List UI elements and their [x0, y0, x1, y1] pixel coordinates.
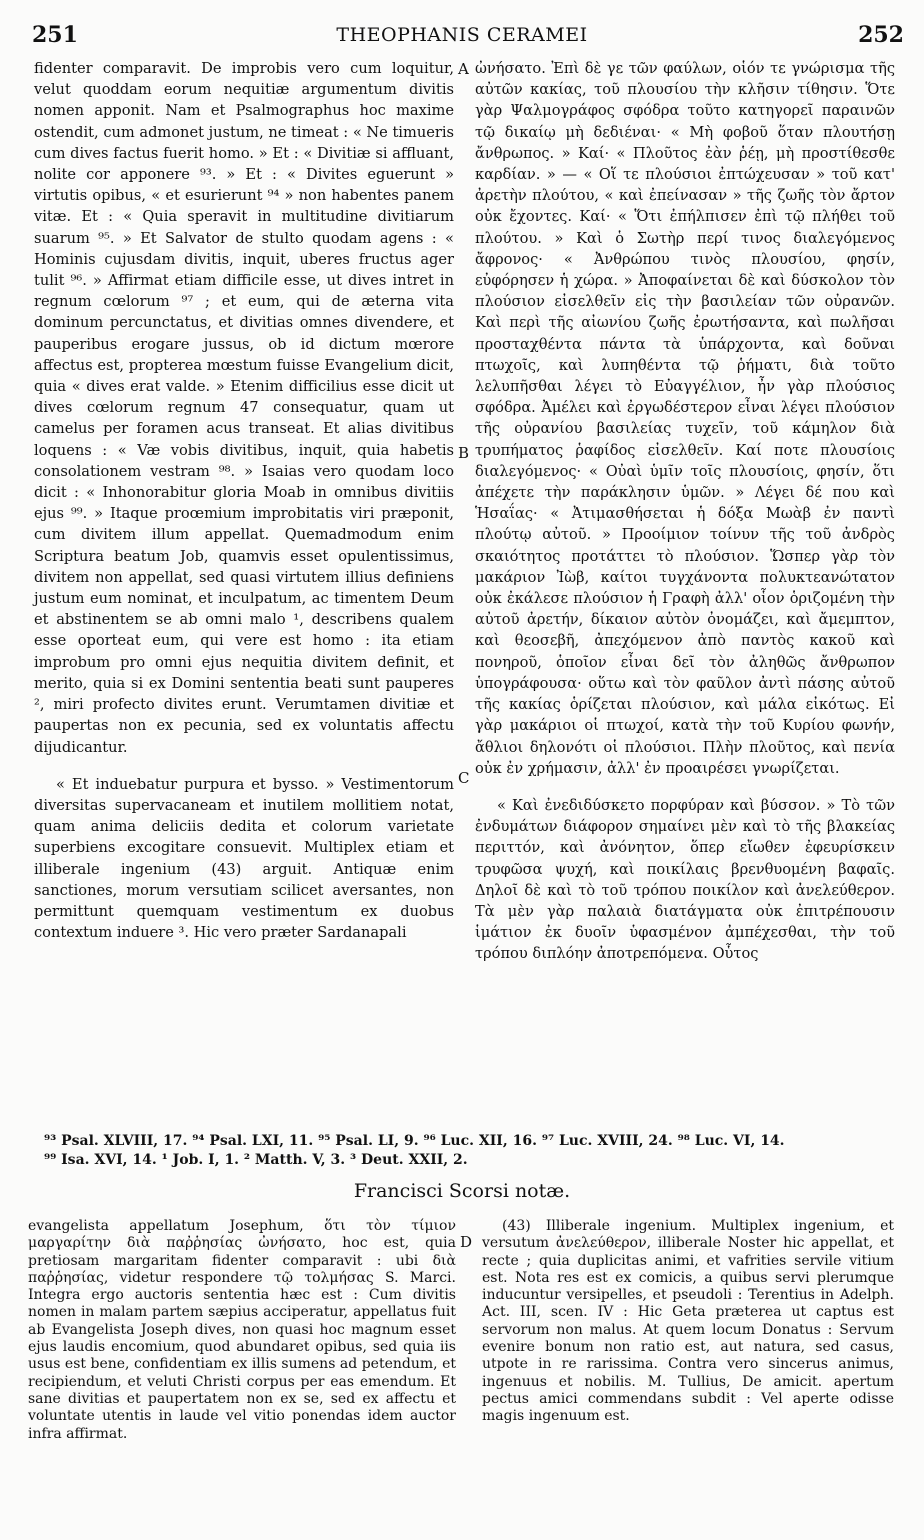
section-marker-a: A — [458, 60, 469, 78]
notes-left-column — [28, 1218, 456, 1443]
notes-right-column — [482, 1218, 894, 1426]
section-marker-b: B — [458, 444, 470, 462]
notes-right-text: (43) Illiberale ingenium. Multiplex ingenium, et versutum ἀνελεύθερον, illiberale Noster hic appellat, et recte ; quia duplicitas animi, et vafrities servile vitium est. Nota res est ex comicis, a quibus servi plerumque inducuntur versipelles, et pseudoli : Terentius in Adelph. Act. III, scen. IV : Hic Geta præterea ut captus est servorum non malus. At quem locum Donatus : Servum evenire bonum non ratio est, aut natura, sed casus, utpote in re rarissima. Contra vero sincerus animus, ingenuus et nobilis. M. Tullius, De amicit. apertum pectus amici commendans subdit : Vel aperte odisse magis ingenuum est. — [482, 1218, 894, 1425]
footnotes — [44, 1132, 904, 1170]
greek-paragraph-2: « Καὶ ἐνεδιδύσκετο πορφύραν καὶ βύσσον. » Τὸ τῶν ἐνδυμάτων διάφορον σημαίνει μὲν καὶ τὸ τῆς βλακείας περιττόν, καὶ ἀνόνητον, ὅπερ εἴωθεν ἐφευρίσκειν τρυφῶσα ψυχή, καὶ ποικίλαις βρενθυομένη βαφαῖς. Δηλοῖ δὲ καὶ τὸ τοῦ τρόπου ποικίλον καὶ ἀνελεύθερον. Τὰ μὲν γὰρ παλαιὰ διατάγματα οὐκ ἐπιτρέπουσιν ἱμάτιον ἐκ δυοῖν ὑφασμένον ἀμπέχεσθαι, τὴν τοῦ τρόπου διπλόην ἀποτρεπόμενα. Οὗτος — [475, 796, 895, 963]
section-marker-d: D — [460, 1233, 473, 1251]
page-number-right: 252 — [858, 22, 904, 48]
latin-paragraph-1: fidenter comparavit. De improbis vero cum loquitur, velut quoddam eorum nequitiæ argumentum divitis nomen apponit. Nam et Psalmographus hoc maxime ostendit, cum admonet justum, ne timeat : « Ne timueris cum dives factus fuerit homo. » Et : « Divitiæ si affluant, nolite cor apponere ⁹³. » Et : « Divites eguerunt » virtutis opibus, « et esurierunt ⁹⁴ » non habentes panem vitæ. Et : « Quia speravit in multitudine divitiarum suarum ⁹⁵. » Et Salvator de stulto quodam agens : « Hominis cujusdam divitis, inquit, uberes fructus ager tulit ⁹⁶. » Affirmat etiam difficile esse, ut dives intret in regnum cœlorum ⁹⁷ ; et eum, qui de æterna vita dominum percunctatus, et divitias omnes divendere, et pauperibus erogare jussus, ob id dictum mœrore affectus est, propterea mœstum fuisse Evangelium dicit, quia « dives erat valde. » Etenim difficilius esse dicit ut dives cœlorum regnum 47 consequatur, quam ut camelus per foramen acus transeat. Et alias divitibus loquens : « Væ vobis divitibus, inquit, quia habetis consolationem vestram ⁹⁸. » Isaias vero quodam loco dicit : « Inhonorabitur gloria Moab in omnibus divitiis ejus ⁹⁹. » Itaque proœmium improbitatis viri præponit, cum divitem illum appellat. Quemadmodum enim Scriptura beatum Job, quamvis esset opulentissimus, divitem non appellat, sed quasi virtutem illius definiens justum eum nominat, et inculpatum, ac timentem Deum et abstinentem se ab omni malo ¹, describens qualem esse oporteat eum, qui vere est homo : ita etiam improbum pro omni ejus nequitia divitem definit, et merito, quia si ex Domini sententia beati sunt pauperes ², miri profecto divites erunt. Verumtamen divitiæ et paupertas non ex pecunia, sed ex voluntatis affectu dijudicantur. — [34, 60, 454, 756]
page-number-left: 251 — [32, 22, 78, 48]
greek-paragraph-1: ὠνήσατο. Ἐπὶ δὲ γε τῶν φαύλων, οἱόν τε γνώρισμα τῆς αὐτῶν κακίας, τοῦ πλουσίου τὴν κλῆσιν τίθησιν. Ὅτε γὰρ Ψαλμογράφος σφόδρα τοῦτο κατηγορεῖ παραινῶν τῷ δικαίῳ μὴ δεδιέναι· « Μὴ φοβοῦ ὅταν πλουτήσῃ ἄνθρωπος. » Καί· « Πλοῦτος ἐὰν ῥέῃ, μὴ προστίθεσθε καρδίαν. » — « Οἵ τε πλούσιοι ἐπτώχευσαν » τοῦ κατ' ἀρετὴν πλούτου, « καὶ ἐπείνασαν » τῆς ζωῆς τὸν ἄρτον οὐκ ἔχοντες. Καί· « Ὅτι ἐπήλπισεν ἐπὶ τῷ πλήθει τοῦ πλούτου. » Καὶ ὁ Σωτὴρ περί τινος διαλεγόμενος ἄφρονος· « Ἀνθρώπου τινὸς πλουσίου, φησίν, εὐφόρησεν ἡ χώρα. » Ἀποφαίνεται δὲ καὶ δύσκολον τὸν πλούσιον εἰσελθεῖν εἰς τὴν βασιλείαν τῶν οὐρανῶν. Καὶ περὶ τῆς αἰωνίου ζωῆς ἐρωτήσαντα, καὶ πωλῆσαι προσταχθέντα πάντα τὰ ὑπάρχοντα, καὶ δοῦναι πτωχοῖς, καὶ λυπηθέντα τῷ ῥήματι, διὰ τοῦτο λελυπῆσθαι λέγει τὸ Εὐαγγέλιον, ἦν γὰρ πλούσιος σφόδρα. Ἀμέλει καὶ ἐργωδέστερον εἶναι λέγει πλούσιον τῆς οὐρανίου βασιλείας τυχεῖν, τοῦ κάμηλον διὰ τρυπήματος ῥαφίδος εἰσελθεῖν. Καί ποτε πλουσίοις διαλεγόμενος· « Οὐαὶ ὑμῖν τοῖς πλουσίοις, φησίν, ὅτι ἀπέχετε τὴν παράκλησιν ὑμῶν. » Λέγει δέ που καὶ Ἡσαΐας· « Ἀτιμασθήσεται ἡ δόξα Μωὰβ ἐν παντὶ πλούτῳ αὐτοῦ. » Προοίμιον τοίνυν τῆς τοῦ ἀνδρὸς σκαιότητος προτάττει τὸ πλούσιον. Ὥσπερ γὰρ τὸν μακάριον Ἰὼβ, καίτοι τυγχάνοντα πολυκτεανώτατον οὐκ ἐκάλεσε πλούσιον ἡ Γραφὴ ἀλλ' οἷον ὁριζομένη τὴν αὐτοῦ ἀρετήν, δίκαιον αὐτὸν ὀνομάζει, καὶ ἄμεμπτον, καὶ θεοσεβῆ, ἀπεχόμενον ἀπὸ παντὸς κακοῦ καὶ πονηροῦ, ὁποῖον εἶναι δεῖ τὸν ἀληθῶς ἄνθρωπον ὑπογράφουσα· οὕτω καὶ τὸν φαῦλον ἀντὶ πάσης αὐτοῦ τῆς κακίας ὁρίζεται πλούσιον, καὶ μάλα εἰκότως. Εἰ γὰρ μακάριοι οἱ πτωχοί, κατὰ τὴν τοῦ Κυρίου φωνήν, ἄθλιοι δηλονότι οἱ πλούσιοι. Πλὴν πλοῦτος, καὶ πενία οὐκ ἐν χρήμασιν, ἀλλ' ἐν προαιρέσει γνωρίζεται. — [475, 60, 895, 777]
notes-title: Francisci Scorsi notæ. — [353, 1180, 571, 1202]
latin-column — [34, 58, 454, 943]
latin-paragraph-2: « Et induebatur purpura et bysso. » Vestimentorum diversitas supervacaneam et inutilem mollitiem notat, quam anima deliciis dedita et colorum varietate superbiens excogitare consuevit. Multiplex etiam et illiberale ingenium (43) arguit. Antiquæ enim sanctiones, morum versutiam scilicet aversantes, non permittunt quemquam vestimentum ex duobus contextum induere ³. Hic vero præter Sardanapali — [34, 775, 454, 942]
footnote-line-2: ⁹⁹ Isa. XVI, 14. ¹ Job. I, 1. ² Matth. V, 3. ³ Deut. XXII, 2. — [44, 1152, 468, 1168]
running-title: THEOPHANIS CERAMEI — [336, 24, 588, 46]
page-header — [0, 22, 924, 62]
footnote-line-1: ⁹³ Psal. XLVIII, 17. ⁹⁴ Psal. LXI, 11. ⁹⁵ Psal. LI, 9. ⁹⁶ Luc. XII, 16. ⁹⁷ Luc. XVIII, 24. ⁹⁸ Luc. VI, 14. — [44, 1133, 785, 1149]
notes-left-text: evangelista appellatum Josephum, ὅτι τὸν τίμιον μαργαρίτην διὰ παῤῥησίας ὠνήσατο, hoc est, quia pretiosam margaritam fidenter comparavit : ubi διὰ παῤῥησίας, videtur respondere τῷ τολμήσας S. Marci. Integra ergo auctoris sententia hæc est : Cum divitis nomen in malam partem sæpius acciperatur, appellatus fuit ab Evangelista Joseph dives, non quasi hoc magnum esset ejus laudis encomium, quod abundaret opibus, sed quia iis usus est bene, confidentiam ex illis sumens ad petendum, et recipiendum, et veluti Christi corpus per eas emendum. Et sane divitias et paupertatem non ex se, sed ex affectu et voluntate utentis in laude vel vitio ponendas idem auctor infra affirmat. — [28, 1218, 456, 1442]
section-marker-c: C — [458, 769, 470, 787]
greek-column — [475, 58, 895, 965]
